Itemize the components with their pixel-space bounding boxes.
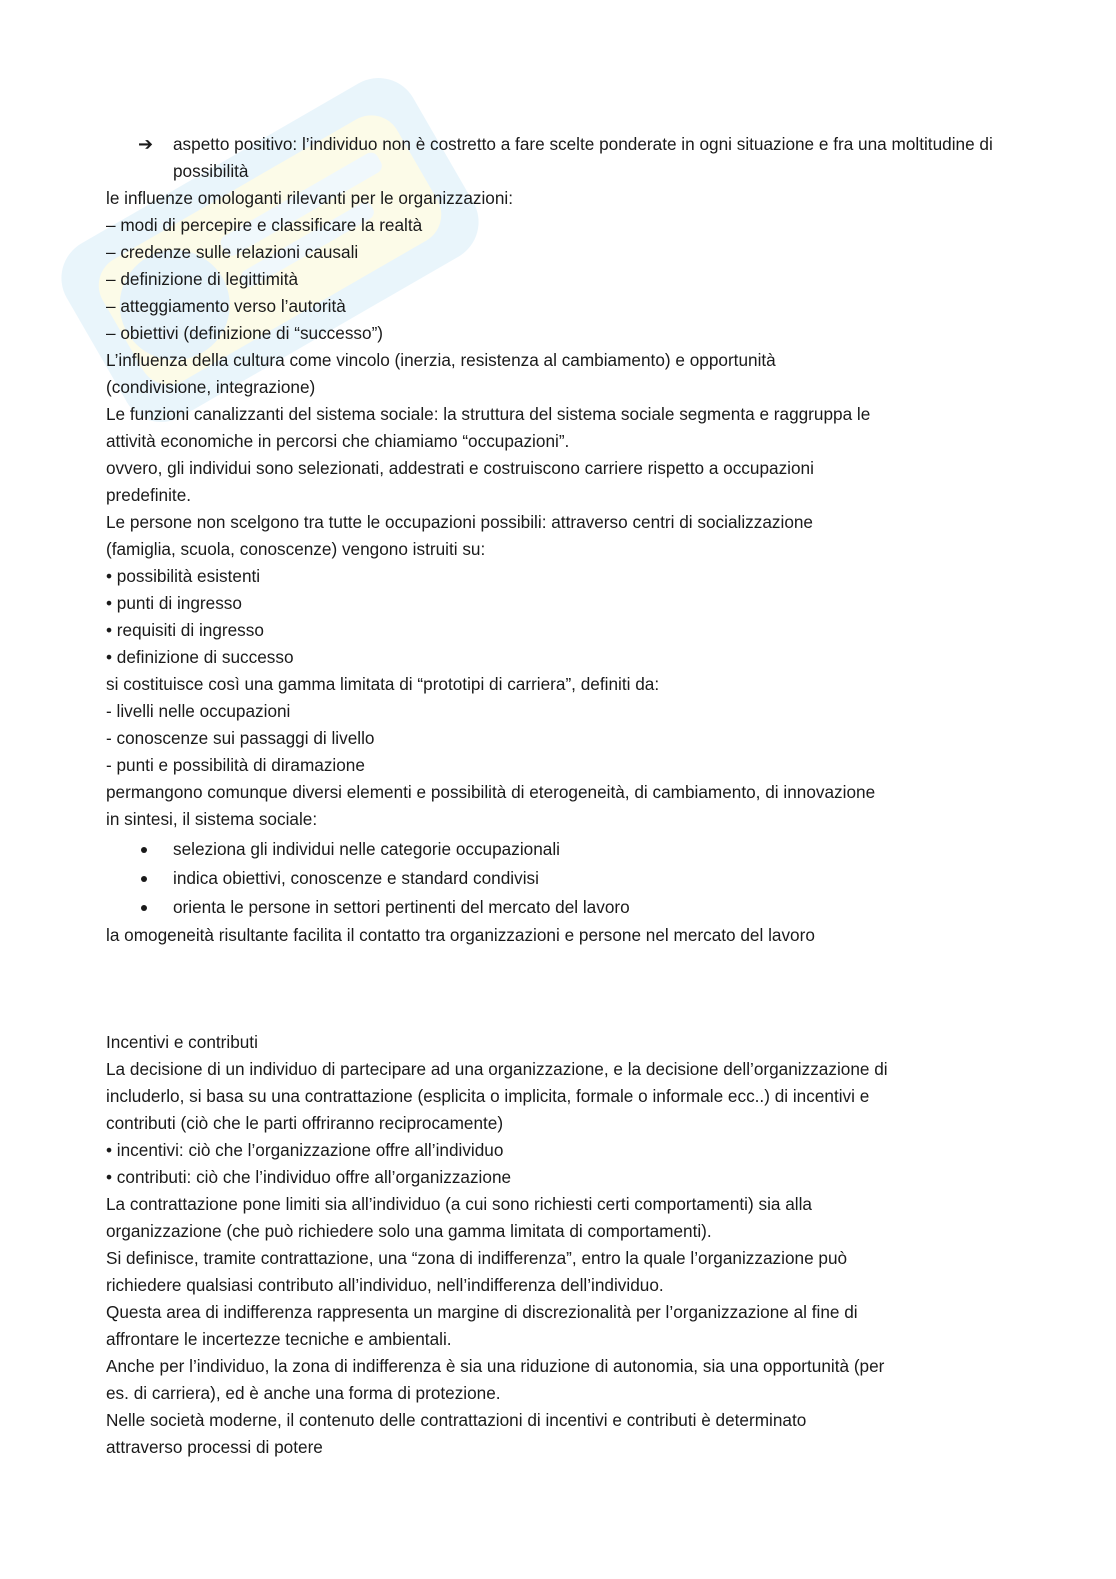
bullet-list-item: indica obiettivi, conoscenze e standard condivisi [106, 864, 1011, 893]
text-line: – atteggiamento verso l’autorità [106, 296, 346, 316]
text-line: • definizione di successo [106, 647, 294, 667]
text-line: richiedere qualsiasi contributo all’individuo, nell’indifferenza dell’individuo. [106, 1275, 664, 1295]
bullet-list [106, 835, 1011, 922]
text-line: La decisione di un individuo di partecipare ad una organizzazione, e la decisione dell’organizzazione di [106, 1059, 888, 1079]
text-line: es. di carriera), ed è anche una forma di protezione. [106, 1383, 501, 1403]
text-line: Si definisce, tramite contrattazione, una “zona di indifferenza”, entro la quale l’organizzazione può [106, 1248, 848, 1268]
arrow-list-item: ➔ aspetto positivo: l’individuo non è costretto a fare scelte ponderate in ogni situazione e fra una moltitudine di possibilità [106, 131, 1011, 185]
text-line: ovvero, gli individui sono selezionati, addestrati e costruiscono carriere rispetto a occupazioni [106, 458, 814, 478]
text-line: • possibilità esistenti [106, 566, 261, 586]
text-line: – modi di percepire e classificare la realtà [106, 215, 423, 235]
document-page [106, 131, 1011, 1461]
section-spacer [106, 949, 1011, 1029]
bullet-dot-icon [141, 876, 147, 882]
text-line: le influenze omologanti rilevanti per le organizzazioni: [106, 188, 514, 208]
text-line: Incentivi e contributi [106, 1032, 258, 1052]
text-line: – credenze sulle relazioni causali [106, 242, 359, 262]
paragraph-block-incentives [106, 1029, 1011, 1461]
text-line: Anche per l’individuo, la zona di indifferenza è sia una riduzione di autonomia, sia una opportunità (per [106, 1356, 885, 1376]
text-line: affrontare le incertezze tecniche e ambientali. [106, 1329, 452, 1349]
text-line: Questa area di indifferenza rappresenta un margine di discrezionalità per l’organizzazione al fine di [106, 1302, 858, 1322]
text-line: Le persone non scelgono tra tutte le occupazioni possibili: attraverso centri di socializzazione [106, 512, 813, 532]
bullet-list-item: seleziona gli individui nelle categorie occupazionali [106, 835, 1011, 864]
text-line: • contributi: ciò che l’individuo offre all’organizzazione [106, 1167, 512, 1187]
text-line: - punti e possibilità di diramazione [106, 755, 365, 775]
text-line: - conoscenze sui passaggi di livello [106, 728, 375, 748]
text-line: – obiettivi (definizione di “successo”) [106, 323, 384, 343]
bullet-dot-icon [141, 905, 147, 911]
text-line: organizzazione (che può richiedere solo una gamma limitata di comportamenti). [106, 1221, 712, 1241]
text-line: - livelli nelle occupazioni [106, 701, 291, 721]
text-line: • requisiti di ingresso [106, 620, 264, 640]
text-line: • incentivi: ciò che l’organizzazione offre all’individuo [106, 1140, 504, 1160]
text-line: (famiglia, scuola, conoscenze) vengono istruiti su: [106, 539, 486, 559]
text-line: predefinite. [106, 485, 192, 505]
bullet-list-item: orienta le persone in settori pertinenti del mercato del lavoro [106, 893, 1011, 922]
arrow-right-icon: ➔ [138, 134, 154, 154]
text-line: attività economiche in percorsi che chiamiamo “occupazioni”. [106, 431, 570, 451]
text-line: Nelle società moderne, il contenuto delle contrattazioni di incentivi e contributi è determinato [106, 1410, 807, 1430]
text-line: contributi (ciò che le parti offriranno reciprocamente) [106, 1113, 504, 1133]
text-line: • punti di ingresso [106, 593, 242, 613]
text-line: (condivisione, integrazione) [106, 377, 316, 397]
text-line: La contrattazione pone limiti sia all’individuo (a cui sono richiesti certi comportamenti) sia alla [106, 1194, 812, 1214]
text-line: L’influenza della cultura come vincolo (inerzia, resistenza al cambiamento) e opportunità [106, 350, 776, 370]
text-line: includerlo, si basa su una contrattazione (esplicita o implicita, formale o informale ecc..) di incentivi e [106, 1086, 870, 1106]
text-line: – definizione di legittimità [106, 269, 299, 289]
text-line: Le funzioni canalizzanti del sistema sociale: la struttura del sistema sociale segmenta e raggruppa le [106, 404, 871, 424]
text-line: permangono comunque diversi elementi e possibilità di eterogeneità, di cambiamento, di innovazione [106, 782, 876, 802]
bullet-dot-icon [141, 847, 147, 853]
text-line: si costituisce così una gamma limitata di “prototipi di carriera”, definiti da: [106, 674, 660, 694]
text-line: la omogeneità risultante facilita il contatto tra organizzazioni e persone nel mercato del lavoro [106, 925, 815, 945]
text-line: attraverso processi di potere [106, 1437, 323, 1457]
text-line: in sintesi, il sistema sociale: [106, 809, 318, 829]
paragraph-block-culture [106, 185, 1011, 833]
